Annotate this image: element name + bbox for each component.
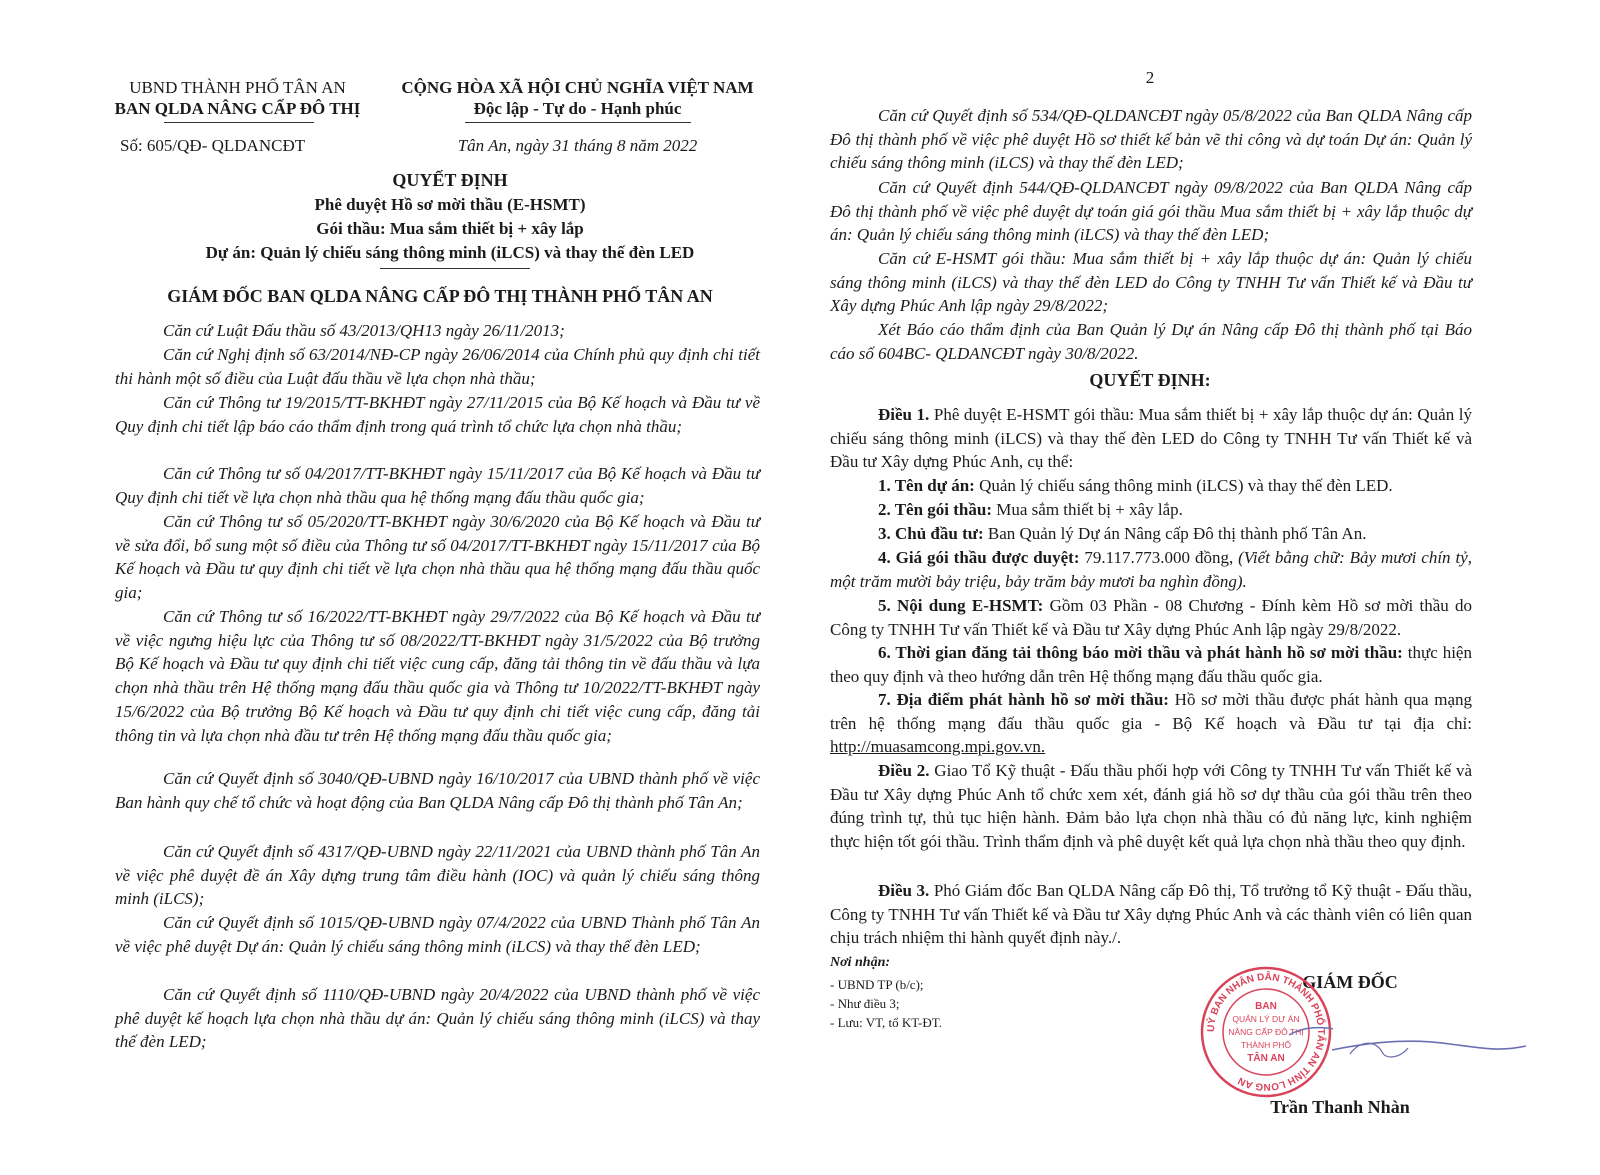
basis-5: Căn cứ Thông tư số 05/2020/TT-BKHĐT ngày 30/6/2020 của Bộ Kế hoạch và Đầu tư về sửa đổi, bổ sung một số điều của Thông tư số 04/2017/TT-BKHĐT ngày 15/11/2017 của Bộ Kế hoạch và Đầu tư quy định chi tiết về lựa chọn nhà thầu qua hệ thống mạng đấu thầu quốc gia; — [115, 512, 760, 603]
article-2-text: Giao Tổ Kỹ thuật - Đấu thầu phối hợp với Công ty TNHH Tư vấn Thiết kế và Đầu tư Xây dựng Phúc Anh tổ chức xem xét, đánh giá hồ sơ dự thầu của gói thầu trên theo đúng trình tự, thủ tục hiện hành. Đảm bảo lựa chọn nhà thầu có đủ năng lực, kinh nghiệm thực hiện tốt gói thầu. Trình thẩm định và phê duyệt kết quả lựa chọn nhà thầu theo quy định. — [830, 761, 1472, 852]
item-3-text: Ban Quản lý Dự án Nâng cấp Đô thị thành phố Tân An. — [983, 524, 1367, 543]
article-3-label: Điều 3. — [878, 881, 930, 900]
basis-9: Căn cứ Quyết định số 1015/QĐ-UBND ngày 07/4/2022 của UBND Thành phố Tân An về việc phê duyệt Dự án: Quản lý chiếu sáng thông minh (iLCS) và thay thế đèn LED; — [115, 913, 760, 956]
svg-text:QUẢN LÝ DỰ ÁN: QUẢN LÝ DỰ ÁN — [1232, 1014, 1300, 1024]
item-5-text: Gồm 03 Phần - 08 Chương - Đính kèm Hồ sơ mời thầu do Công ty TNHH Tư vấn Thiết kế và Đầu tư Xây dựng Phúc Anh lập ngày 29/8/2022. — [830, 596, 1472, 639]
article-2 — [830, 759, 1472, 854]
article-2-label: Điều 2. — [878, 761, 930, 780]
article-1-text: Phê duyệt E-HSMT gói thầu: Mua sắm thiết bị + xây lắp thuộc dự án: Quản lý chiếu sáng thông minh (iLCS) và thay thế đèn LED do Công ty TNHH Tư vấn Thiết kế và Đầu tư Xây dựng Phúc Anh, cụ thể: — [830, 405, 1472, 472]
item-4-words: (Viết bằng chữ: Bảy mươi chín tỷ, một trăm mười bảy triệu, bảy trăm bảy mươi ba nghìn đồng). — [830, 548, 1472, 591]
recipient-1: - UBND TP (b/c); — [830, 977, 924, 992]
tender-portal-link[interactable]: http://muasamcong.mpi.gov.vn. — [830, 737, 1046, 757]
basis-14: Xét Báo cáo thẩm định của Ban Quản lý Dự án Nâng cấp Đô thị thành phố tại Báo cáo số 604BC- QLDANCĐT ngày 30/8/2022. — [830, 320, 1472, 363]
article-3-text: Phó Giám đốc Ban QLDA Nâng cấp Đô thị, Tổ trưởng tổ Kỹ thuật - Đấu thầu, Công ty TNHH Tư vấn Thiết kế và Đầu tư Xây dựng Phúc Anh và các thành viên có liên quan chịu trách nhiệm thi hành quyết định này./. — [830, 881, 1472, 948]
svg-text:BAN: BAN — [1255, 1001, 1277, 1012]
decision-title: QUYẾT ĐỊNH — [392, 170, 508, 190]
place-date: Tân An, ngày 31 tháng 8 năm 2022 — [457, 136, 698, 155]
svg-text:THÀNH PHỐ: THÀNH PHỐ — [1240, 1040, 1292, 1050]
basis-7: Căn cứ Quyết định số 3040/QĐ-UBND ngày 16/10/2017 của UBND thành phố về việc Ban hành quy chế tổ chức và hoạt động của Ban QLDA Nâng cấp Đô thị thành phố Tân An; — [115, 769, 760, 812]
item-7-label: 7. Địa điểm phát hành hồ sơ mời thầu: — [878, 690, 1169, 709]
svg-text:UỶ BAN NHÂN DÂN THÀNH PHỐ TÂN: UỶ BAN NHÂN DÂN THÀNH PHỐ TÂN AN TỈNH LONG AN — [1205, 971, 1327, 1093]
basis-3: Căn cứ Thông tư 19/2015/TT-BKHĐT ngày 27/11/2015 của Bộ Kế hoạch và Đầu tư về Quy định chi tiết lập báo cáo thẩm định trong quá trình tổ chức lựa chọn nhà thầu; — [115, 393, 760, 436]
article-1-label: Điều 1. — [878, 405, 930, 424]
page-number: 2 — [1145, 68, 1155, 87]
article-1-item-2 — [830, 498, 1472, 522]
authority-title: GIÁM ĐỐC BAN QLDA NÂNG CẤP ĐÔ THỊ THÀNH PHỐ TÂN AN — [167, 286, 713, 306]
basis-6: Căn cứ Thông tư số 16/2022/TT-BKHĐT ngày 29/7/2022 của Bộ Kế hoạch và Đầu tư về việc ngưng hiệu lực của Thông tư số 08/2022/TT-BKHĐT ngày 31/5/2022 của Bộ trưởng Bộ Kế hoạch và Đầu tư quy định chi tiết việc cung cấp, đăng tải thông tin về đấu thầu và lựa chọn nhà thầu trên Hệ thống mạng đấu thầu quốc gia và Thông tư 10/2022/TT-BKHĐT ngày 15/6/2022 của Bộ trưởng Bộ Kế hoạch và Đầu tư quy định chi tiết việc cung cấp, đăng tải thông tin và lựa chọn nhà đầu tư trên Hệ thống mạng đấu thầu quốc gia; — [115, 607, 760, 745]
basis-13: Căn cứ E-HSMT gói thầu: Mua sắm thiết bị + xây lắp thuộc dự án: Quản lý chiếu sáng thông minh (iLCS) và thay thế đèn LED do Công ty TNHH Tư vấn Thiết kế và Đầu tư Xây dựng Phúc Anh lập ngày 29/8/2022; — [830, 249, 1472, 316]
basis-11: Căn cứ Quyết định số 534/QĐ-QLDANCĐT ngày 05/8/2022 của Ban QLDA Nâng cấp Đô thị thành phố về việc phê duyệt Hồ sơ thiết kế bản vẽ thi công và dự toán Dự án: Quản lý chiếu sáng thông minh (iLCS) và thay thế đèn LED; — [830, 106, 1472, 173]
article-1-item-4 — [830, 546, 1472, 593]
item-2-text: Mua sắm thiết bị + xây lắp. — [992, 500, 1183, 519]
package-name: Gói thầu: Mua sắm thiết bị + xây lắp — [316, 219, 584, 238]
agency-name: BAN QLDA NÂNG CẤP ĐÔ THỊ — [114, 99, 361, 118]
nation-title: CỘNG HÒA XÃ HỘI CHỦ NGHĨA VIỆT NAM — [401, 78, 754, 97]
item-5-label: 5. Nội dung E-HSMT: — [878, 596, 1044, 615]
article-1-item-6 — [830, 641, 1472, 688]
article-1-item-1 — [830, 474, 1472, 498]
basis-2: Căn cứ Nghị định số 63/2014/NĐ-CP ngày 26/06/2014 của Chính phủ quy định chi tiết thi hành một số điều của Luật đấu thầu về lựa chọn nhà thầu; — [115, 345, 760, 388]
basis-8: Căn cứ Quyết định số 4317/QĐ-UBND ngày 22/11/2021 của UBND thành phố Tân An về việc phê duyệt đề án Xây dựng trung tâm điều hành (IOC) và quản lý chiếu sáng thông minh (iLCS); — [115, 842, 760, 909]
signature-title: GIÁM ĐỐC — [1302, 972, 1398, 992]
nation-motto: Độc lập - Tự do - Hạnh phúc — [473, 99, 682, 118]
item-6-text: thực hiện theo quy định và theo hướng dẫn trên Hệ thống mạng đấu thầu quốc gia. — [830, 643, 1472, 686]
article-1-item-5 — [830, 594, 1472, 641]
recipient-2: - Như điều 3; — [830, 996, 900, 1011]
item-3-label: 3. Chủ đầu tư: — [878, 524, 984, 543]
article-1-item-3 — [830, 522, 1472, 546]
signer-name: Trần Thanh Nhàn — [1270, 1097, 1410, 1117]
item-4-text: 79.117.773.000 đồng, — [1079, 548, 1239, 567]
svg-text:NÂNG CẤP ĐÔ THỊ: NÂNG CẤP ĐÔ THỊ — [1228, 1027, 1304, 1037]
basis-4: Căn cứ Thông tư số 04/2017/TT-BKHĐT ngày 15/11/2017 của Bộ Kế hoạch và Đầu tư Quy định chi tiết về lựa chọn nhà thầu qua hệ thống mạng đấu thầu quốc gia; — [115, 464, 760, 507]
article-1 — [830, 403, 1472, 474]
project-name: Dự án: Quản lý chiếu sáng thông minh (iLCS) và thay thế đèn LED — [205, 243, 695, 262]
basis-1: Căn cứ Luật Đấu thầu số 43/2013/QH13 ngày 26/11/2013; — [163, 321, 565, 340]
item-7-text: Hồ sơ mời thầu được phát hành qua mạng trên hệ thống mạng đấu thầu quốc gia - Bộ Kế hoạch và Đầu tư tại địa chỉ: — [830, 690, 1472, 733]
recipient-3: - Lưu: VT, tổ KT-ĐT. — [830, 1015, 942, 1030]
decision-heading: QUYẾT ĐỊNH: — [1089, 370, 1211, 390]
recipients-heading: Nơi nhận: — [830, 955, 891, 970]
basis-10: Căn cứ Quyết định số 1110/QĐ-UBND ngày 20/4/2022 của UBND thành phố về việc phê duyệt kế hoạch lựa chọn nhà thầu dự án: Quản lý chiếu sáng thông minh (iLCS) và thay thế đèn LED; — [115, 985, 760, 1052]
doc-number: Số: 605/QĐ- QLDANCĐT — [120, 136, 306, 155]
item-4-label: 4. Giá gói thầu được duyệt: — [878, 548, 1080, 567]
item-2-label: 2. Tên gói thầu: — [878, 500, 992, 519]
decision-subject: Phê duyệt Hồ sơ mời thầu (E-HSMT) — [314, 195, 586, 214]
basis-12: Căn cứ Quyết định 544/QĐ-QLDANCĐT ngày 09/8/2022 của Ban QLDA Nâng cấp Đô thị thành phố về việc phê duyệt dự toán giá gói thầu Mua sắm thiết bị + xây lắp thuộc dự án: Quản lý chiếu sáng thông minh (iLCS) và thay thế đèn LED; — [830, 178, 1472, 245]
article-1-item-7 — [830, 688, 1472, 759]
svg-text:TÂN AN: TÂN AN — [1247, 1053, 1285, 1064]
article-3 — [830, 879, 1472, 950]
item-1-label: 1. Tên dự án: — [878, 476, 975, 495]
motto-underline — [465, 122, 691, 123]
official-stamp — [1199, 965, 1333, 1099]
title-underline — [380, 268, 530, 269]
signature-scribble — [1330, 1030, 1530, 1070]
agency-underline — [164, 122, 314, 123]
item-1-text: Quản lý chiếu sáng thông minh (iLCS) và thay thế đèn LED. — [974, 476, 1393, 495]
agency-parent: UBND THÀNH PHỐ TÂN AN — [129, 78, 346, 97]
item-6-label: 6. Thời gian đăng tải thông báo mời thầu và phát hành hồ sơ mời thầu: — [878, 643, 1403, 662]
